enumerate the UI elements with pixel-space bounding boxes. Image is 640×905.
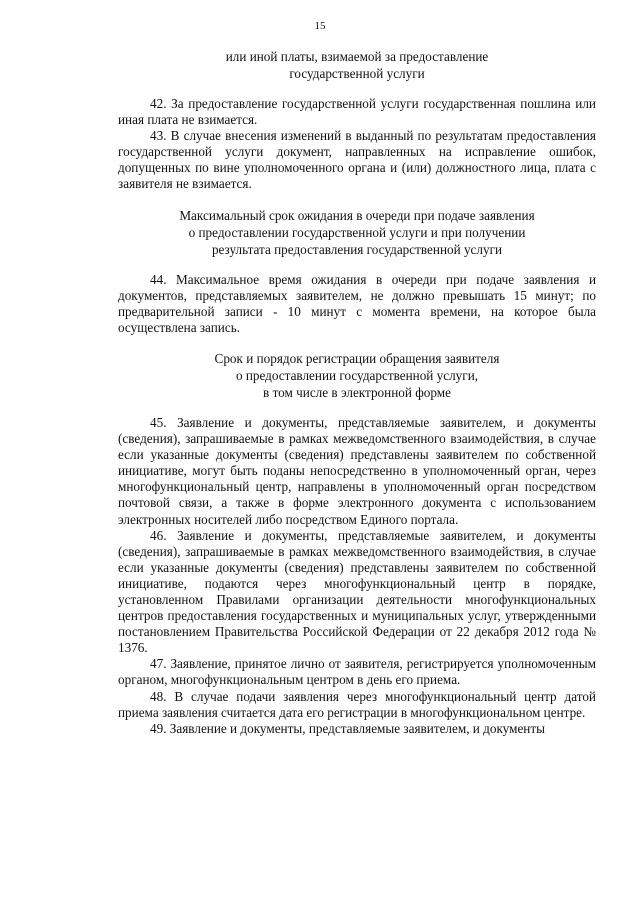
section-heading-registration	[118, 350, 596, 401]
paragraph-44: 44. Максимальное время ожидания в очереди при подаче заявления и документов, представляемых заявителем, не должно превышать 15 минут; по предварительной записи - 10 минут с момента времени, на которое была осуществлена запись.	[118, 271, 596, 335]
paragraph-49: 49. Заявление и документы, представляемые заявителем, и документы	[150, 720, 545, 736]
paragraph-45: 45. Заявление и документы, представляемые заявителем, и документы (сведения), запрашиваемые в рамках межведомственного взаимодействия, в случае если указанные документы (сведения) представлены заявителем по собственной инициативе, могут быть поданы непосредственно в уполномоченный орган, через многофункциональный центр, направлены в уполномоченный орган посредством почтовой связи, а также в форме электронного документа с использованием электронных носителей либо посредством Единого портала.	[118, 414, 596, 527]
document-body	[118, 48, 596, 737]
heading-line: государственной услуги	[289, 66, 425, 81]
section-heading-wait-time	[118, 207, 596, 258]
heading-line: результата предоставления государственной услуги	[211, 241, 503, 257]
heading-line: о предоставлении государственной услуги и при получении	[188, 224, 526, 240]
section-heading-fee	[118, 48, 596, 82]
paragraph-42: 42. За предоставление государственной услуги государственная пошлина или иная плата не взимается.	[118, 96, 596, 128]
heading-line: или иной платы, взимаемой за предоставление	[225, 49, 489, 64]
heading-line: в том числе в электронной форме	[263, 384, 451, 400]
page-number: 15	[314, 20, 326, 32]
heading-line: Максимальный срок ожидания в очереди при подаче заявления	[179, 207, 535, 223]
paragraph-48: 48. В случае подачи заявления через многофункциональный центр датой приема заявления считается дата его регистрации в многофункциональном центре.	[118, 688, 596, 720]
heading-line: о предоставлении государственной услуги,	[235, 367, 479, 383]
paragraph-47: 47. Заявление, принятое лично от заявителя, регистрируется уполномоченным органом, многофункциональным центром в день его приема.	[118, 656, 596, 688]
heading-line: Срок и порядок регистрации обращения заявителя	[214, 350, 500, 366]
paragraph-46: 46. Заявление и документы, представляемые заявителем, и документы (сведения), запрашиваемые в рамках межведомственного взаимодействия, в случае если указанные документы (сведения) представлены заявителем по собственной инициативе, подаются через многофункциональный центр в порядке, установленном Правилами организации деятельности многофункциональных центров предоставления государственных и муниципальных услуг, утвержденными постановлением Правительства Российской Федерации от 22 декабря 2012 года № 1376.	[118, 527, 596, 656]
paragraph-43: 43. В случае внесения изменений в выданный по результатам предоставления государственной услуги документ, направленных на исправление ошибок, допущенных по вине уполномоченного органа и (или) должностного лица, плата с заявителя не взимается.	[118, 128, 596, 192]
